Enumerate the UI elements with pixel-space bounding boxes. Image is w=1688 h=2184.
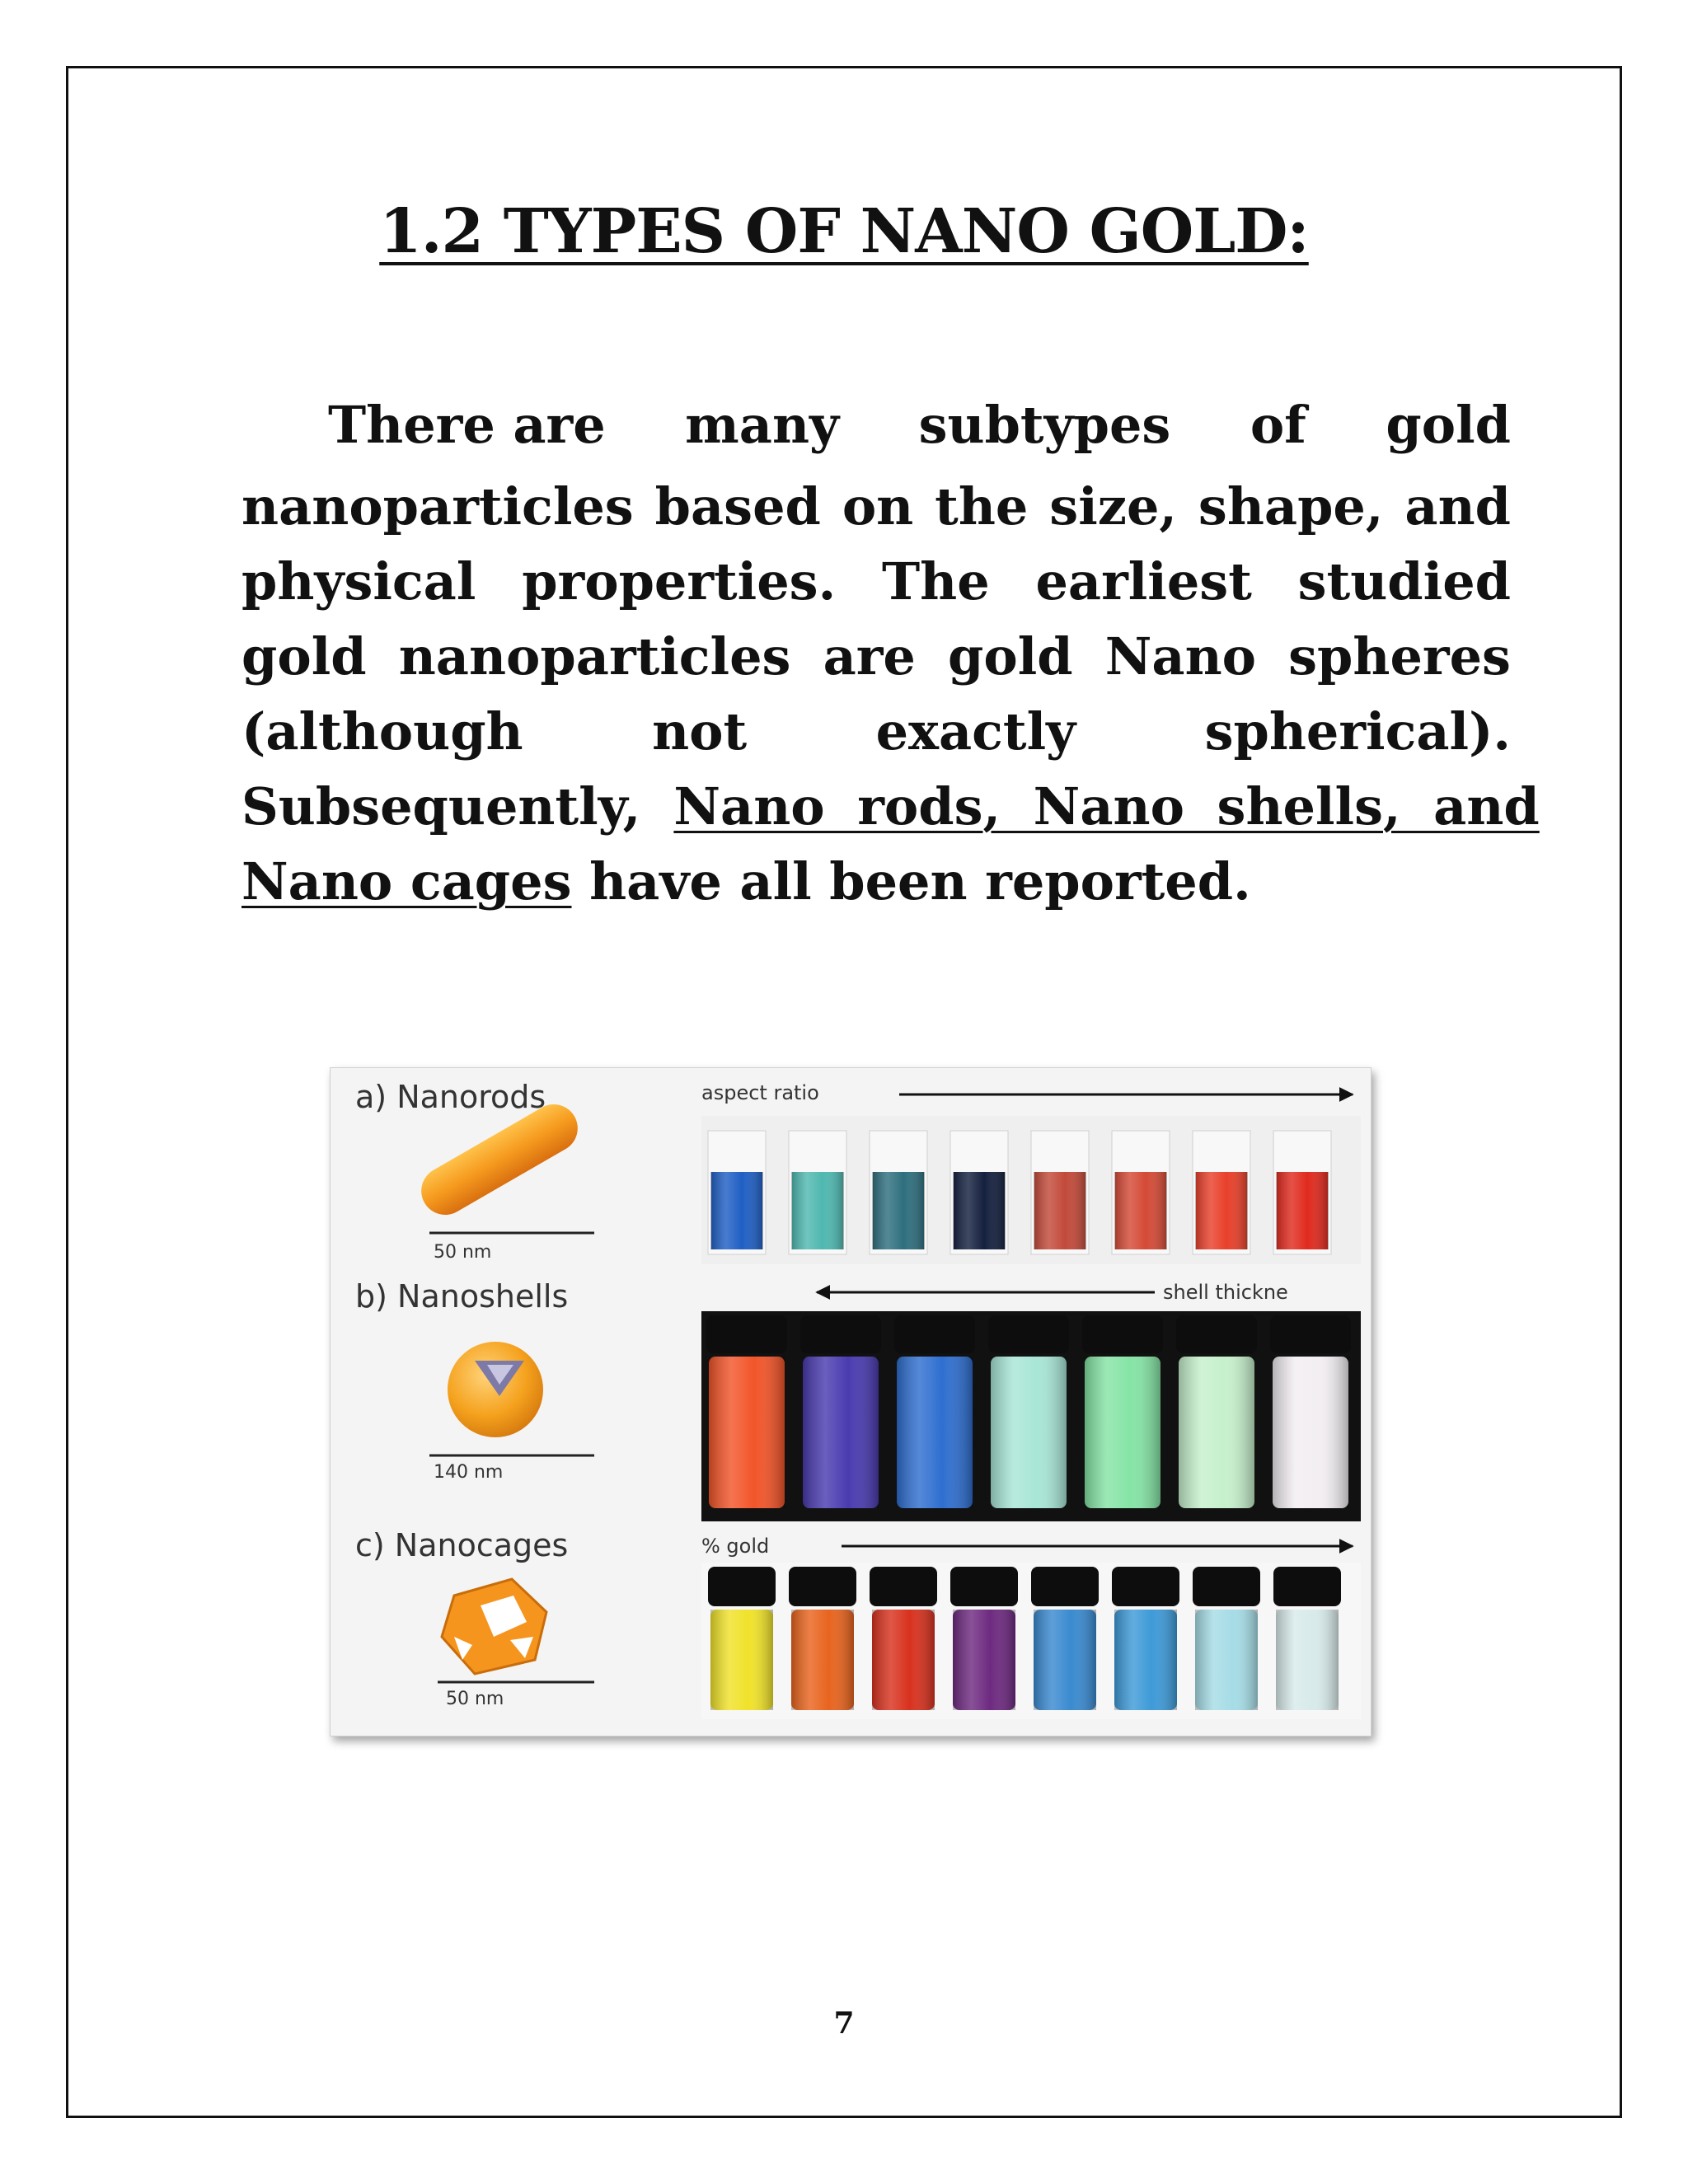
vial bbox=[1270, 1315, 1351, 1508]
vial bbox=[950, 1131, 1008, 1254]
row-c-scale: 50 nm bbox=[446, 1689, 504, 1709]
vial bbox=[708, 1131, 766, 1254]
nano-gold-figure bbox=[330, 1067, 1372, 1736]
paragraph-line-4 bbox=[241, 619, 1511, 694]
word: There are bbox=[328, 395, 606, 455]
vial bbox=[1082, 1315, 1163, 1508]
row-a-arrow-label: aspect ratio bbox=[701, 1081, 819, 1104]
vial bbox=[1193, 1131, 1250, 1254]
word: are bbox=[823, 626, 916, 687]
row-b-label: b) Nanoshells bbox=[355, 1278, 569, 1315]
vial bbox=[1112, 1567, 1179, 1710]
word: physical bbox=[241, 551, 476, 612]
row-a-label: a) Nanorods bbox=[355, 1079, 546, 1115]
word: spheres bbox=[1288, 626, 1511, 687]
vial bbox=[1193, 1567, 1260, 1710]
vial bbox=[870, 1131, 927, 1254]
page-number: 7 bbox=[833, 2006, 855, 2041]
word: subtypes bbox=[918, 395, 1171, 455]
word: Nano bbox=[1104, 626, 1257, 687]
word: properties. bbox=[522, 551, 837, 612]
paragraph-line-7 bbox=[241, 844, 1511, 919]
row-c-label: c) Nanocages bbox=[355, 1527, 569, 1563]
paragraph-line-6 bbox=[241, 769, 1540, 844]
vial bbox=[800, 1315, 881, 1508]
underlined-phrase: Nano cages bbox=[241, 851, 572, 912]
vial bbox=[988, 1315, 1069, 1508]
word: gold bbox=[948, 626, 1073, 687]
word: gold bbox=[241, 626, 367, 687]
word: nanoparticles bbox=[398, 626, 791, 687]
word: not bbox=[652, 701, 748, 762]
paragraph-line-3 bbox=[241, 544, 1511, 619]
row-a-scale: 50 nm bbox=[434, 1242, 492, 1263]
row-c-arrow-label: % gold bbox=[701, 1535, 770, 1558]
vial bbox=[789, 1131, 846, 1254]
paragraph-line-2: nanoparticles based on the size, shape, and bbox=[241, 476, 1511, 537]
underlined-phrase: Nano rods, Nano shells, and bbox=[673, 776, 1540, 837]
nanoshell-illustration bbox=[448, 1342, 543, 1437]
word: Subsequently, bbox=[241, 776, 641, 837]
paragraph-line-1 bbox=[241, 387, 1511, 462]
word: spherical). bbox=[1204, 701, 1511, 762]
word: of bbox=[1250, 395, 1306, 455]
body-paragraph bbox=[241, 387, 1540, 919]
vial bbox=[870, 1567, 937, 1710]
word: The bbox=[881, 551, 990, 612]
row-b-scale: 140 nm bbox=[434, 1462, 504, 1483]
nanocage-illustration bbox=[442, 1579, 546, 1674]
figure-svg bbox=[331, 1068, 1371, 1736]
word: studied bbox=[1297, 551, 1511, 612]
vial bbox=[894, 1315, 975, 1508]
row-b-vials bbox=[706, 1315, 1351, 1508]
vial bbox=[789, 1567, 856, 1710]
word: exactly bbox=[875, 701, 1076, 762]
vial bbox=[706, 1315, 787, 1508]
vial bbox=[1031, 1567, 1099, 1710]
word: (although bbox=[241, 701, 523, 762]
vial bbox=[1273, 1131, 1331, 1254]
vial bbox=[950, 1567, 1018, 1710]
sentence-end: have all been reported. bbox=[571, 851, 1251, 912]
vial bbox=[708, 1567, 776, 1710]
section-heading: 1.2 TYPES OF NANO GOLD: bbox=[379, 196, 1309, 267]
row-b-arrow-label: shell thickne bbox=[1163, 1281, 1288, 1304]
vial bbox=[1176, 1315, 1257, 1508]
word: gold bbox=[1386, 395, 1511, 455]
vial bbox=[1273, 1567, 1341, 1710]
paragraph-line-5 bbox=[241, 694, 1511, 769]
word: many bbox=[685, 395, 840, 455]
vial bbox=[1112, 1131, 1170, 1254]
vial bbox=[1031, 1131, 1089, 1254]
word: earliest bbox=[1035, 551, 1252, 612]
